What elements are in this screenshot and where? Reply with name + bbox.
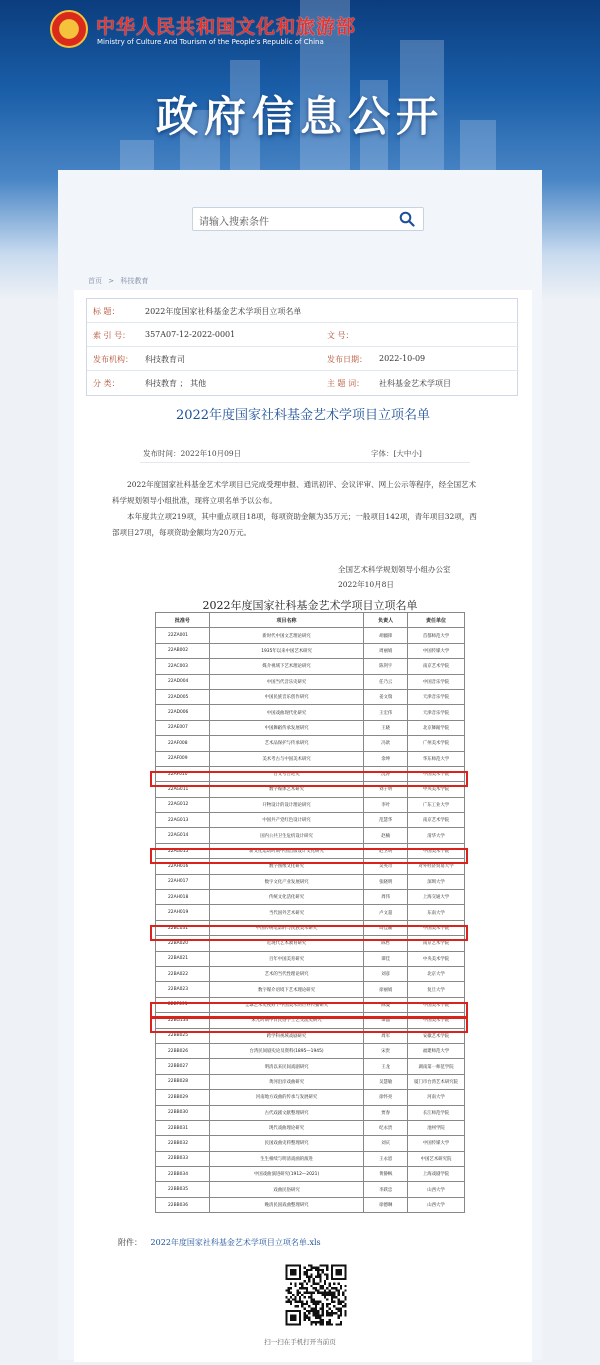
cell-unit: 中央美术学院 — [408, 782, 465, 797]
cell-approval-no: 22AD004 — [156, 674, 210, 689]
cell-project-name: 古代戏剧文献整理研究 — [209, 1105, 363, 1120]
meta-title-label: 标 题： — [93, 307, 120, 316]
cell-approval-no: 22BB033 — [156, 1151, 210, 1166]
table-row — [156, 1043, 465, 1058]
meta-issuer-value: 科技教育司 — [145, 355, 185, 364]
table-row — [156, 1074, 465, 1089]
cell-unit: 复旦大学 — [408, 982, 465, 997]
cell-leader: 黄静枫 — [364, 1167, 408, 1182]
cell-leader: 刘庆 — [364, 1136, 408, 1151]
table-row — [156, 1151, 465, 1166]
cell-unit: 南京艺术学院 — [408, 936, 465, 951]
cell-project-name: 近现代艺术教育研究 — [209, 936, 363, 951]
cell-project-name: 黄河沿岸戏曲研究 — [209, 1074, 363, 1089]
cell-approval-no: 22BB029 — [156, 1090, 210, 1105]
cell-project-name: 百年中国美育研究 — [209, 951, 363, 966]
meta-issuer-label: 发布机构： — [93, 355, 133, 364]
meta-docno-label: 文 号： — [327, 331, 354, 340]
cell-project-name: 美术考古与中国美术研究 — [209, 751, 363, 766]
breadcrumb — [88, 276, 152, 286]
cell-approval-no: 22BA023 — [156, 982, 210, 997]
table-row — [156, 905, 465, 920]
cell-leader: 宋贵 — [364, 1043, 408, 1058]
cell-project-name: 中国戏曲现代化研究 — [209, 705, 363, 720]
table-row — [156, 736, 465, 751]
cell-approval-no: 22BB030 — [156, 1105, 210, 1120]
table-row — [156, 643, 465, 658]
meta-subject-value: 社科基金艺术学项目 — [379, 379, 451, 388]
article-paragraph-2: 本年度共立项219项，其中重点项目18项，每项资助金额为35万元；一般项目142项，青年项目32项，西部项目27项，每项资助金额均为20万元。 — [112, 512, 477, 537]
cell-unit: 广州美术学院 — [408, 736, 465, 751]
cell-leader: 陈曼 — [364, 997, 408, 1012]
cell-approval-no: 22AH018 — [156, 890, 210, 905]
cell-approval-no: 22AG012 — [156, 797, 210, 812]
signature-date: 2022年10月8日 — [338, 580, 394, 589]
cell-project-name: 宋元时期中日民俗学工艺交流史研究 — [209, 1013, 363, 1028]
cell-unit: 中国美术学院 — [408, 920, 465, 935]
cell-unit: 安徽艺术学院 — [408, 1028, 465, 1043]
attachment-link[interactable]: 2022年度国家社科基金艺术学项目立项名单.xls — [150, 1238, 321, 1247]
meta-category-label: 分 类： — [93, 379, 120, 388]
cell-approval-no: 22BB026 — [156, 1043, 210, 1058]
cell-leader: 任乃云 — [364, 674, 408, 689]
cell-project-name: 中国民族音乐创作研究 — [209, 689, 363, 704]
metadata-table — [86, 298, 518, 396]
cell-project-name: 中国舞蹈传承发展研究 — [209, 720, 363, 735]
cell-approval-no: 22AG015 — [156, 843, 210, 858]
highlight-box — [150, 925, 468, 941]
cell-project-name: 中国共产党红色设计研究 — [209, 813, 363, 828]
cell-unit: 河南大学 — [408, 1090, 465, 1105]
cell-unit: 天津音乐学院 — [408, 689, 465, 704]
header-approval-no: 批准号 — [156, 613, 210, 628]
cell-leader: 姜文瑞 — [364, 689, 408, 704]
highlight-box — [150, 848, 468, 864]
cell-approval-no: 22BB028 — [156, 1074, 210, 1089]
cell-unit: 中国美术学院 — [408, 766, 465, 781]
table-row — [156, 966, 465, 981]
breadcrumb-separator: > — [108, 277, 115, 285]
cell-unit: 中国艺术研究院 — [408, 1151, 465, 1166]
attachment — [118, 1237, 321, 1248]
cell-unit: 深圳大学 — [408, 874, 465, 889]
cell-unit: 天津音乐学院 — [408, 705, 465, 720]
cell-unit: 清华大学 — [408, 828, 465, 843]
table-row — [156, 828, 465, 843]
cell-leader: 赵卫明 — [364, 843, 408, 858]
cell-leader: 王龙 — [364, 1059, 408, 1074]
breadcrumb-home[interactable]: 首页 — [88, 277, 102, 285]
cell-unit: 中国音乐学院 — [408, 674, 465, 689]
search-box[interactable] — [192, 207, 424, 231]
cell-unit: 上海戏剧学院 — [408, 1167, 465, 1182]
cell-unit: 中国美术学院 — [408, 997, 465, 1012]
table-row — [156, 1197, 465, 1212]
cell-approval-no: 22AF009 — [156, 751, 210, 766]
cell-approval-no: 22BF091 — [156, 997, 210, 1012]
cell-leader: 赵楠 — [364, 828, 408, 843]
cell-unit: 山西大学 — [408, 1197, 465, 1212]
cell-project-name: 现代戏曲理论研究 — [209, 1120, 363, 1135]
article-title: 2022年度国家社科基金艺术学项目立项名单 — [175, 408, 431, 423]
publish-time: 发布时间：2022年10月09日 — [143, 449, 242, 458]
table-row — [156, 751, 465, 766]
cell-approval-no: 22BB034 — [156, 1167, 210, 1182]
table-row — [156, 982, 465, 997]
cell-unit: 北京大学 — [408, 966, 465, 981]
cell-project-name: 当代国外艺术研究 — [209, 905, 363, 920]
project-table — [155, 612, 465, 1213]
font-size-switcher[interactable]: 字体：[大中小] — [371, 449, 422, 458]
ministry-name[interactable]: 中华人民共和国文化和旅游部 — [96, 16, 357, 38]
meta-subject-label: 主 题 词： — [327, 379, 365, 388]
cell-leader: 谭佳 — [364, 951, 408, 966]
cell-unit: 上海交通大学 — [408, 890, 465, 905]
cell-project-name: 数字文化产业发展研究 — [209, 874, 363, 889]
title-divider — [140, 462, 470, 463]
cell-leader: 卢文超 — [364, 905, 408, 920]
cell-unit: 山西大学 — [408, 1182, 465, 1197]
table-row — [156, 674, 465, 689]
cell-unit: 中国美术学院 — [408, 1013, 465, 1028]
cell-leader: 陈剑宇 — [364, 659, 408, 674]
cell-approval-no: 22BB025 — [156, 1028, 210, 1043]
cell-leader: 纪永贵 — [364, 1120, 408, 1135]
cell-project-name: 台湾民间剧史论及资料(1895—1945) — [209, 1043, 363, 1058]
meta-row-index — [87, 323, 519, 347]
table-row — [156, 705, 465, 720]
project-table-title: 2022年度国家社科基金艺术学项目立项名单 — [202, 599, 418, 612]
cell-project-name: 传统文化活化研究 — [209, 890, 363, 905]
cell-project-name: 国内公共卫生危机设计研究 — [209, 828, 363, 843]
cell-leader: 谭晶 — [364, 1013, 408, 1028]
cell-project-name: 河南地方戏曲的传承与发展研究 — [209, 1090, 363, 1105]
cell-approval-no: 22BC031 — [156, 920, 210, 935]
table-row — [156, 874, 465, 889]
cell-leader: 徐怀亮 — [364, 1090, 408, 1105]
cell-approval-no: 22AF010 — [156, 766, 210, 781]
cell-unit: 首都师范大学 — [408, 628, 465, 643]
cell-leader: 冯歆 — [364, 736, 408, 751]
cell-project-name: 民国戏曲史料整理研究 — [209, 1136, 363, 1151]
cell-project-name: 开物设计的设计理论研究 — [209, 797, 363, 812]
cell-leader: 贾春 — [364, 1105, 408, 1120]
cell-unit: 湖南第一师范学院 — [408, 1059, 465, 1074]
cell-project-name: 全球艺术史视野下中国美术的世界传播研究 — [209, 997, 363, 1012]
cell-project-name: 跨学科视域戏剧研究 — [209, 1028, 363, 1043]
table-row — [156, 659, 465, 674]
cell-leader: 范慧华 — [364, 813, 408, 828]
cell-leader: 余坤 — [364, 751, 408, 766]
cell-unit: 广东工业大学 — [408, 797, 465, 812]
cell-approval-no: 22BB027 — [156, 1059, 210, 1074]
highlight-box — [150, 771, 468, 787]
cell-approval-no: 22AD005 — [156, 689, 210, 704]
meta-row-category — [87, 371, 519, 395]
cell-approval-no: 22BB031 — [156, 1120, 210, 1135]
cell-project-name: 戏曲民俗研究 — [209, 1182, 363, 1197]
cell-project-name: 中国传统电影的与民族美术研究 — [209, 920, 363, 935]
breadcrumb-section[interactable]: 科技教育 — [120, 277, 149, 285]
cell-project-name: 百文考古论史 — [209, 766, 363, 781]
cell-project-name: 中国当代音乐史研究 — [209, 674, 363, 689]
meta-date-label: 发布日期： — [327, 355, 367, 364]
search-icon[interactable] — [399, 211, 415, 227]
banner-title: 政府信息公开 — [155, 92, 444, 141]
cell-approval-no: 22AG011 — [156, 782, 210, 797]
signature-office: 全国艺术科学规划领导小组办公室 — [338, 565, 451, 574]
cell-leader: 王晓 — [364, 720, 408, 735]
cell-leader: 徐丽娟 — [364, 982, 408, 997]
cell-unit: 对外经济贸易大学 — [408, 859, 465, 874]
cell-unit: 南京艺术学院 — [408, 813, 465, 828]
table-header-row — [156, 613, 465, 628]
table-row — [156, 1120, 465, 1135]
cell-approval-no: 22AD006 — [156, 705, 210, 720]
cell-project-name: 明清以来民间戏剧研究 — [209, 1059, 363, 1074]
cell-approval-no: 22AE007 — [156, 720, 210, 735]
header-unit: 责任单位 — [408, 613, 465, 628]
table-row — [156, 1105, 465, 1120]
cell-project-name: 1935年以来中国艺术研究 — [209, 643, 363, 658]
cell-leader: 周伟 — [364, 890, 408, 905]
qr-caption: 扫一扫在手机打开当前页 — [264, 1338, 336, 1346]
cell-leader: 李叶 — [364, 797, 408, 812]
meta-row-title — [87, 299, 519, 323]
cell-leader: 王永恩 — [364, 1151, 408, 1166]
cell-leader: 胡疆锋 — [364, 628, 408, 643]
cell-approval-no: 22BB036 — [156, 1197, 210, 1212]
cell-unit: 中国美术学院 — [408, 843, 465, 858]
cell-unit: 北京舞蹈学院 — [408, 720, 465, 735]
cell-unit: 中国传媒大学 — [408, 643, 465, 658]
cell-approval-no: 22AF008 — [156, 736, 210, 751]
cell-project-name: 晚清民国戏曲整理研究 — [209, 1197, 363, 1212]
cell-project-name: 新文化运动时期中国出版设计文化研究 — [209, 843, 363, 858]
cell-leader: 刘彦 — [364, 966, 408, 981]
cell-approval-no: 22BA020 — [156, 936, 210, 951]
meta-title-value: 2022年度国家社科基金艺术学项目立项名单 — [145, 307, 302, 316]
national-emblem-logo[interactable] — [50, 10, 88, 48]
cell-leader: 王宏伟 — [364, 705, 408, 720]
cell-approval-no: 22BA021 — [156, 951, 210, 966]
article-paragraph-1: 2022年度国家社科基金艺术学项目已完成受理申报、通讯初评、会议评审、网上公示等程序，经全国艺术科学规划领导小组批准，现将立项名单予以公布。 — [112, 480, 477, 505]
table-row — [156, 1136, 465, 1151]
meta-index-label: 索 引 号： — [93, 331, 131, 340]
table-row — [156, 1059, 465, 1074]
cell-unit: 中国传媒大学 — [408, 1136, 465, 1151]
cell-project-name: 数字媒体艺术研究 — [209, 782, 363, 797]
cell-unit: 华东师范大学 — [408, 751, 465, 766]
cell-unit: 东南大学 — [408, 905, 465, 920]
cell-project-name: 媒介视域下艺术理论研究 — [209, 659, 363, 674]
table-row — [156, 890, 465, 905]
header-leader: 负责人 — [364, 613, 408, 628]
highlight-box — [150, 1002, 468, 1018]
cell-project-name: 生生相续与明清戏曲的演进 — [209, 1151, 363, 1166]
cell-leader: 吴慧敏 — [364, 1074, 408, 1089]
table-row — [156, 1090, 465, 1105]
cell-approval-no: 22AH016 — [156, 859, 210, 874]
cell-unit: 福建师范大学 — [408, 1043, 465, 1058]
cell-project-name: 中国戏曲演进研究(1912—2021) — [209, 1167, 363, 1182]
search-input[interactable]: 请输入搜索条件 — [199, 217, 269, 228]
cell-leader: 周军 — [364, 1028, 408, 1043]
cell-project-name: 新时代中国文艺理论研究 — [209, 628, 363, 643]
meta-index-value: 357A07-12-2022-0001 — [145, 330, 236, 339]
table-row — [156, 797, 465, 812]
cell-approval-no: 22AG013 — [156, 813, 210, 828]
table-row — [156, 1167, 465, 1182]
ministry-name-en: Ministry of Culture And Tourism of the People's Republic of China — [97, 38, 324, 46]
meta-category-value: 科技教育 ； 其他 — [145, 379, 207, 388]
cell-approval-no: 22BG134 — [156, 1013, 210, 1028]
cell-leader: 周佳颖 — [364, 920, 408, 935]
table-row — [156, 951, 465, 966]
cell-project-name: 艺术品保护与传承研究 — [209, 736, 363, 751]
cell-project-name: 数字图像文化研究 — [209, 859, 363, 874]
cell-project-name: 数字媒介语境下艺术理论研究 — [209, 982, 363, 997]
table-row — [156, 1182, 465, 1197]
cell-approval-no: 22AH019 — [156, 905, 210, 920]
cell-approval-no: 22BB032 — [156, 1136, 210, 1151]
cell-approval-no: 22BA022 — [156, 966, 210, 981]
cell-unit: 中央美术学院 — [408, 951, 465, 966]
header-project-name: 项目名称 — [209, 613, 363, 628]
table-row — [156, 689, 465, 704]
cell-leader: 刘子明 — [364, 782, 408, 797]
qr-code — [283, 1262, 349, 1328]
cell-leader: 张晓明 — [364, 874, 408, 889]
cell-leader: 陈哲 — [364, 936, 408, 951]
meta-row-issuer — [87, 347, 519, 371]
cell-approval-no: 22AH017 — [156, 874, 210, 889]
attachment-label: 附件： — [118, 1238, 142, 1247]
cell-approval-no: 22AG014 — [156, 828, 210, 843]
table-row — [156, 628, 465, 643]
cell-approval-no: 22AC003 — [156, 659, 210, 674]
table-row — [156, 720, 465, 735]
table-row — [156, 813, 465, 828]
cell-approval-no: 22BB035 — [156, 1182, 210, 1197]
cell-unit: 长江师范学院 — [408, 1105, 465, 1120]
cell-approval-no: 22ZA001 — [156, 628, 210, 643]
cell-approval-no: 22AB002 — [156, 643, 210, 658]
highlight-box — [150, 1017, 468, 1033]
cell-leader: 周丽娟 — [364, 643, 408, 658]
cell-leader: 沈涛 — [364, 766, 408, 781]
cell-leader: 吴英奇 — [364, 859, 408, 874]
cell-unit: 池州学院 — [408, 1120, 465, 1135]
cell-unit: 厦门市台湾艺术研究院 — [408, 1074, 465, 1089]
cell-leader: 徐德琳 — [364, 1197, 408, 1212]
meta-date-value: 2022-10-09 — [379, 354, 426, 363]
cell-leader: 李跃忠 — [364, 1182, 408, 1197]
cell-project-name: 艺术的当代性理论研究 — [209, 966, 363, 981]
cell-unit: 南京艺术学院 — [408, 659, 465, 674]
